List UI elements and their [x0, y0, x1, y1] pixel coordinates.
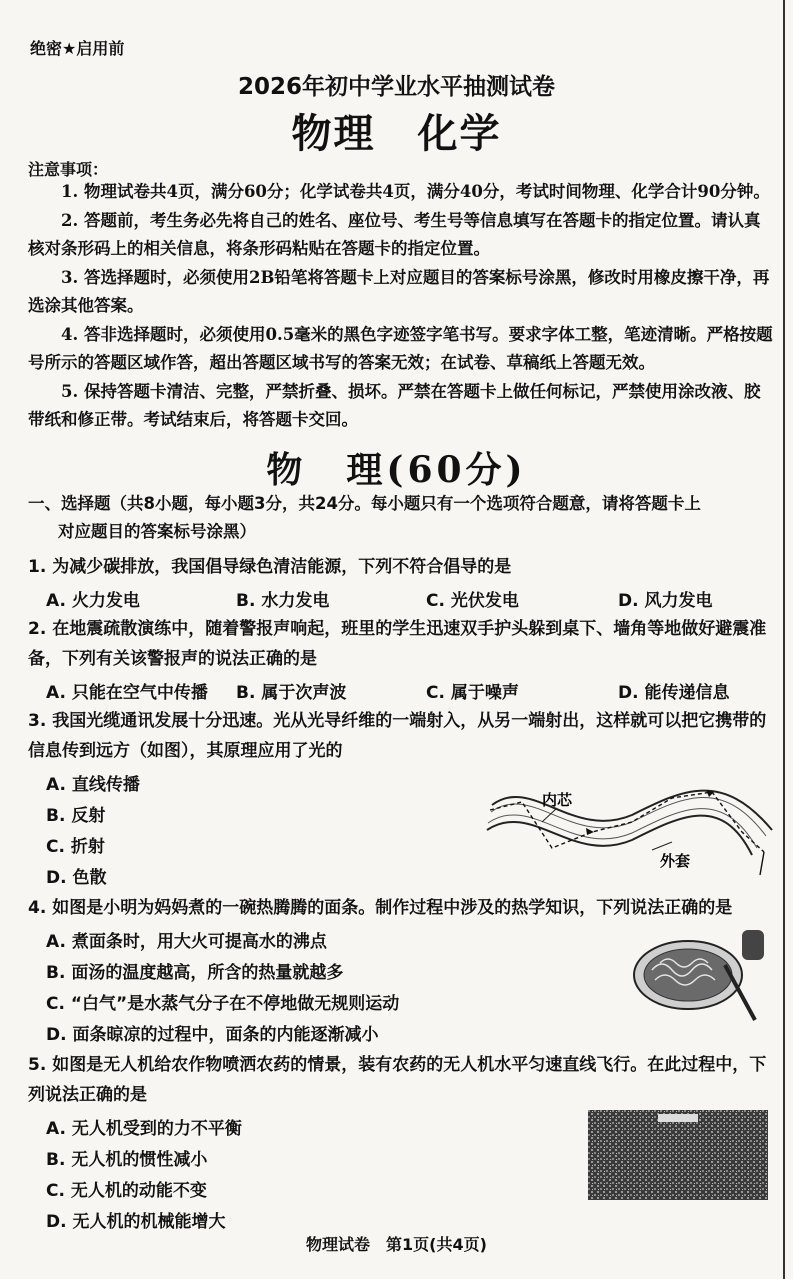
section-line-1: 一、选择题（共8小题，每小题3分，共24分。每小题只有一个选项符合题意，请将答题卡上 — [28, 494, 701, 513]
page-footer: 物理试卷 第1页(共4页) — [306, 1235, 487, 1254]
option-d: D. 风力发电 — [618, 591, 713, 611]
option-a: A. 煮面条时，用大火可提高水的沸点 — [46, 932, 327, 952]
subject-title: 物理 化学 — [291, 110, 502, 157]
fiber-core-bottom — [488, 809, 757, 848]
option-b: B. 面汤的温度越高，所含的热量就越多 — [46, 963, 344, 983]
option-d: D. 无人机的机械能增大 — [46, 1212, 226, 1232]
notice-item: 3. 答选择题时，必须使用2B铅笔将答题卡上对应题目的答案标号涂黑，修改时用橡皮擦干净，再选涂其他答案。 — [28, 267, 770, 315]
option-a: A. 火力发电 — [46, 591, 140, 611]
option-b: B. 反射 — [46, 806, 106, 826]
drone-silhouette — [658, 1114, 698, 1122]
secret-label: 绝密★启用前 — [30, 39, 125, 58]
option-a: A. 只能在空气中传播 — [46, 683, 208, 703]
exit-ray — [760, 852, 764, 875]
notice-item: 4. 答非选择题时，必须使用0.5毫米的黑色字迹签字笔书写。要求字体工整，笔迹清晰。严格按题号所示的答题区域作答，超出答题区域书写的答案无效；在试卷、草稿纸上答题无效。 — [28, 324, 773, 372]
option-c: C. 折射 — [46, 837, 105, 857]
option-c: C. “白气”是水蒸气分子在不停地做无规则运动 — [46, 994, 400, 1014]
option-b: B. 无人机的惯性减小 — [46, 1150, 208, 1170]
option-c: C. 无人机的动能不变 — [46, 1181, 207, 1201]
fiber-outer-bottom — [487, 816, 752, 855]
notice-list — [28, 178, 776, 435]
question-5-stem: 5. 如图是无人机给农作物喷洒农药的情景，装有农药的无人机水平匀速直线飞行。在此过程中，下列说法正确的是 — [28, 1055, 767, 1105]
option-c: C. 光伏发电 — [426, 591, 519, 611]
option-a: A. 直线传播 — [46, 775, 140, 795]
ray-arrow — [586, 828, 594, 835]
option-d: D. 色散 — [46, 868, 107, 888]
field-photo — [588, 1110, 768, 1200]
option-b: B. 属于次声波 — [236, 683, 347, 703]
option-a: A. 无人机受到的力不平衡 — [46, 1119, 242, 1139]
physics-title: 物 理(60分) — [266, 449, 527, 491]
drone-spraying-figure — [588, 1110, 768, 1200]
side-dish — [742, 930, 764, 960]
section-heading — [28, 490, 778, 546]
notice-item: 2. 答题前，考生务必先将自己的姓名、座位号、考生号等信息填写在答题卡的指定位置。请认真核对条形码上的相关信息，将条形码粘贴在答题卡的指定位置。 — [28, 210, 761, 258]
option-d: D. 能传递信息 — [618, 683, 730, 703]
sheath-label: 外套 — [660, 852, 691, 870]
option-d: D. 面条晾凉的过程中，面条的内能逐渐减小 — [46, 1025, 379, 1045]
fiber-outer-top — [492, 791, 772, 830]
sheath-leader-line — [652, 842, 672, 850]
question-2-stem: 2. 在地震疏散演练中，随着警报声响起，班里的学生迅速双手护头躲到桌下、墙角等地做好避震准备，下列有关该警报声的说法正确的是 — [28, 619, 767, 669]
noodle-bowl-figure — [630, 925, 770, 1035]
core-label: 内芯 — [542, 791, 573, 809]
bowl-soup — [644, 949, 732, 1001]
exam-title: 2026年初中学业水平抽测试卷 — [237, 74, 555, 100]
notice-item: 5. 保持答题卡清洁、完整，严禁折叠、损坏。严禁在答题卡上做任何标记，严禁使用涂改液、胶带纸和修正带。考试结束后，将答题卡交回。 — [28, 381, 761, 429]
notice-item: 1. 物理试卷共4页，满分60分；化学试卷共4页，满分40分，考试时间物理、化学合计90分钟。 — [61, 182, 770, 201]
option-b: B. 水力发电 — [236, 591, 330, 611]
section-line-2: 对应题目的答案标号涂黑） — [58, 522, 256, 541]
binding-edge-line — [783, 0, 785, 1279]
option-c: C. 属于噪声 — [426, 683, 519, 703]
question-1-stem: 1. 为减少碳排放，我国倡导绿色清洁能源，下列不符合倡导的是 — [28, 557, 512, 577]
question-4-stem: 4. 如图是小明为妈妈煮的一碗热腾腾的面条。制作过程中涉及的热学知识，下列说法正确的是 — [28, 898, 733, 918]
notice-heading: 注意事项： — [28, 160, 109, 179]
question-3-stem: 3. 我国光缆通讯发展十分迅速。光从光导纤维的一端射入，从另一端射出，这样就可以把它携带的信息传到远方（如图），其原理应用了光的 — [28, 711, 767, 761]
optical-fiber-figure — [482, 770, 782, 880]
